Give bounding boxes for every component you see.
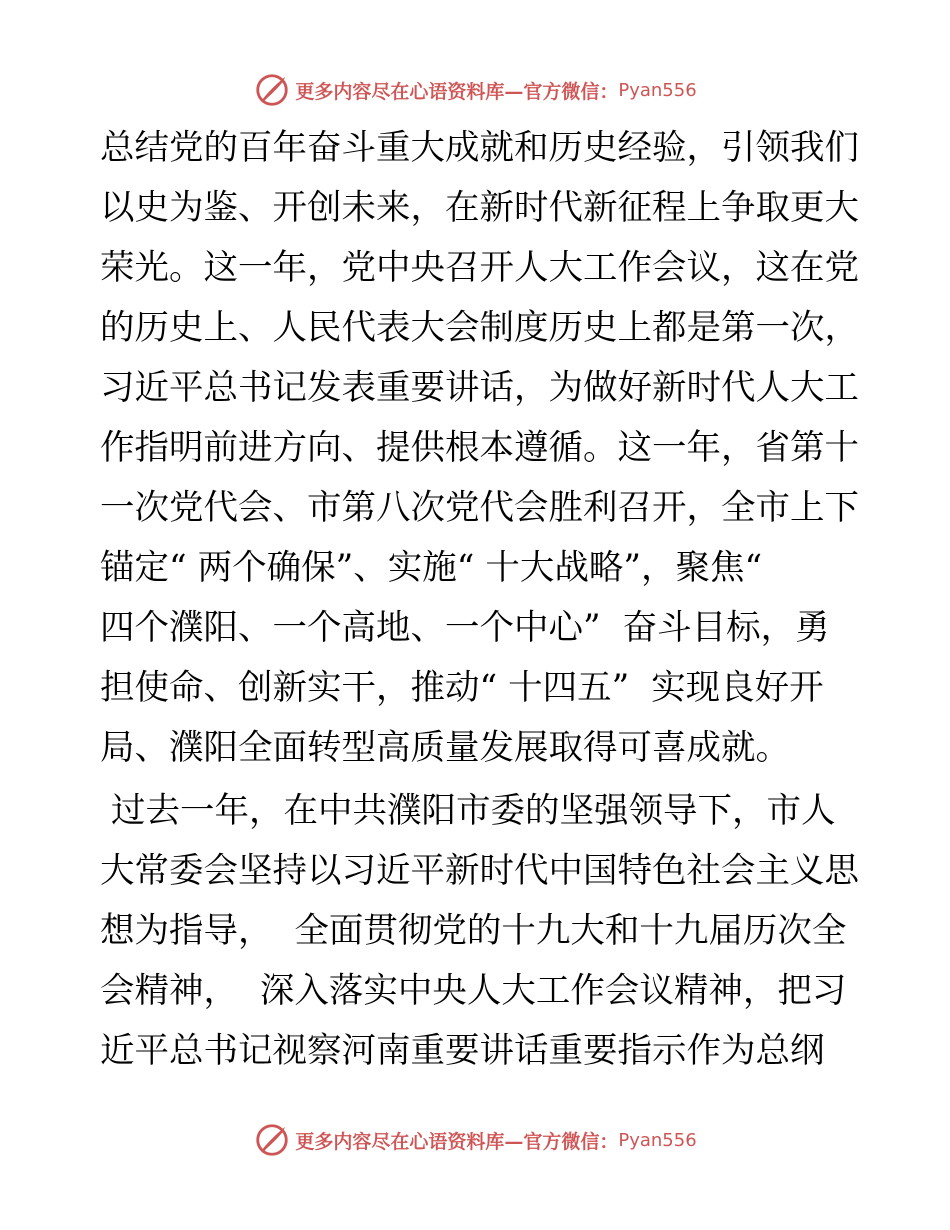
text-line: 作指明前进方向、提供根本遵循。这一年，省第十: [100, 428, 859, 468]
text-line: 锚定“ 两个确保”、实施“ 十大战略”，聚焦“: [100, 548, 763, 588]
header-banner: [0, 70, 950, 110]
paragraph-2: [100, 781, 860, 1081]
text-line: 荣光。这一年，党中央召开人大工作会议，这在党: [100, 248, 859, 288]
text-line: 局、濮阳全面转型高质量发展取得可喜成就。: [100, 728, 790, 768]
text-line: 的历史上、人民代表大会制度历史上都是第一次，: [100, 308, 859, 348]
banner-wechat: Pyan556: [618, 79, 697, 101]
banner-text: 更多内容尽在心语资料库—官方微信：: [295, 1130, 619, 1153]
text-line: 总结党的百年奋斗重大成就和历史经验，引领我们: [100, 128, 859, 168]
banner-text: 更多内容尽在心语资料库—官方微信：: [295, 80, 619, 103]
paragraph-1: [100, 118, 860, 778]
quill-pen-logo-icon: [253, 1121, 291, 1159]
text-line: 会精神， 深入落实中央人大工作会议精神，把习: [100, 971, 847, 1011]
text-line: 四个濮阳、一个高地、一个中心” 奋斗目标，勇: [100, 608, 830, 648]
text-line: 想为指导， 全面贯彻党的十九大和十九届历次全: [100, 911, 847, 951]
text-line: 一次党代会、市第八次党代会胜利召开，全市上下: [100, 488, 859, 528]
footer-banner: [0, 1120, 950, 1160]
text-line: 担使命、创新实干，推动“ 十四五” 实现良好开: [100, 668, 824, 708]
text-line: 过去一年，在中共濮阳市委的坚强领导下，市人: [100, 791, 836, 831]
banner-wechat: Pyan556: [618, 1129, 697, 1151]
text-line: 大常委会坚持以习近平新时代中国特色社会主义思: [100, 851, 859, 891]
quill-pen-logo-icon: [253, 71, 291, 109]
text-line: 近平总书记视察河南重要讲话重要指示作为总纲: [100, 1031, 825, 1071]
text-line: 习近平总书记发表重要讲话，为做好新时代人大工: [100, 368, 859, 408]
body-text: [100, 118, 860, 1081]
text-line: 以史为鉴、开创未来，在新时代新征程上争取更大: [100, 188, 859, 228]
